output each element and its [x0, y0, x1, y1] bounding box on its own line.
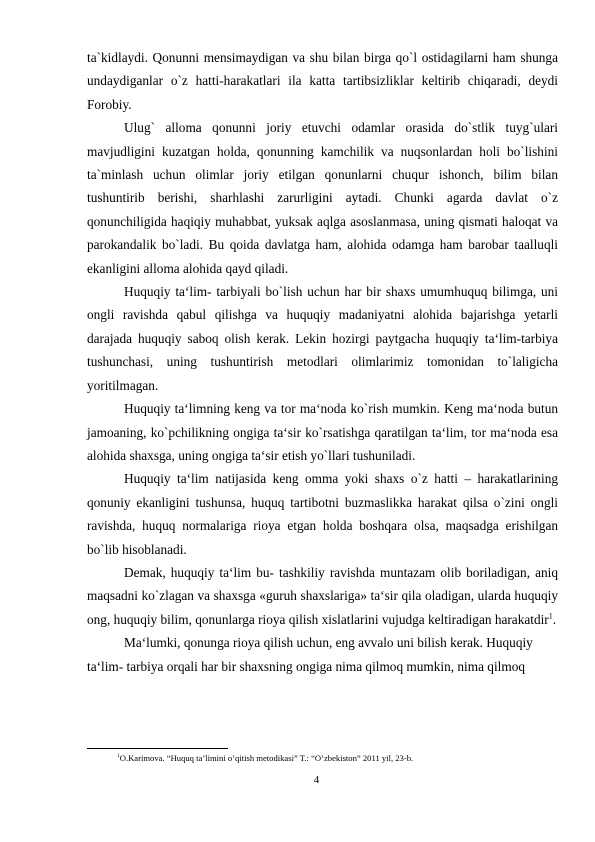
page-number: 4: [313, 774, 320, 786]
footnote-marker: 1: [117, 753, 120, 760]
paragraph-3: Huquqiy ta‘lim- tarbiyali bo`lish uchun har bir shaxs umumhuquq bilimga, uni ongli ravishda qabul qilishga va huquqiy madaniyatni alohida bajarishga yetarli darajada huquqiy saboq olish kerak. Lekin hozirgi paytgacha huquqiy ta‘lim-tarbiya tushunchasi, uning tushuntirish metodlari olimlarimiz tomonidan to`laligicha yoritilmagan.: [87, 284, 558, 393]
paragraph-4: Huquqiy ta‘limning keng va tor ma‘noda ko`rish mumkin. Keng ma‘noda butun jamoaning, ko`pchilikning ongiga ta‘sir ko`rsatishga qaratilgan ta‘lim, tor ma‘noda esa alohida shaxsga, uning ongiga ta‘sir etish yo`llari tushuniladi.: [87, 401, 558, 463]
footnote-text: O.Karimova. “Huquq ta’limini o’qitish metodikasi” T.: “O’zbekiston” 2011 yil, 23-b.: [119, 753, 414, 763]
paragraph-6-text: Demak, huquqiy ta‘lim bu- tashkiliy ravishda muntazam olib boriladigan, aniq maqsadni ko`zlagan va shaxsga «guruh shaxslariga» ta‘sir qila oladigan, ularda huquqiy ong, huquqiy bilim, qonunlarga rioya qilish xislatlarini vujudga keltiradigan harakatdir: [87, 564, 558, 627]
footnote-separator: [87, 748, 228, 749]
document-body: [87, 46, 558, 678]
paragraph-5: Huquqiy ta‘lim natijasida keng omma yoki shaxs o`z hatti – harakatlarining qonuniy ekanligini tushunsa, huquq tartibotni buzmaslikka harakat qilsa o`zini ongli ravishda, huquq normalariga rioya etgan holda boshqara olsa, maqsadga erishilgan bo`lib hisoblanadi.: [87, 471, 558, 557]
footnote-reference[interactable]: 1: [548, 611, 553, 621]
paragraph-6-tail: .: [552, 611, 557, 627]
paragraph-7: Ma‘lumki, qonunga rioya qilish uchun, eng avvalo uni bilish kerak. Huquqiy ta‘lim- tarbiya orqali har bir shaxsning ongiga nima qilmoq mumkin, nima qilmoq: [87, 635, 533, 674]
footnote: [117, 752, 557, 764]
paragraph-1: ta`kidlaydi. Qonunni mensimaydigan va shu bilan birga qo`l ostidagilarni ham shunga undaydiganlar o`z hatti-harakatlari ila katta tartibsizliklar keltirib chiqaradi, deydi Forobiy.: [87, 50, 558, 112]
paragraph-6: [87, 561, 558, 631]
paragraph-2: Ulug` alloma qonunni joriy etuvchi odamlar orasida do`stlik tuyg`ulari mavjudligini kuzatgan holda, qonunning kamchilik va nuqsonlardan holi bo`lishini ta`minlash uchun olimlar joriy etilgan qonunlarni chuqur ishonch, bilim bilan tushuntirib berishi, sharhlashi zarurligini aytadi. Chunki agarda davlat o`z qonunchiligida haqiqiy muhabbat, yuksak aqlga asoslanmasa, uning qismati haloqat va parokandalik bo`ladi. Bu qoida davlatga ham, alohida odamga ham barobar taalluqli ekanligini alloma alohida qayd qiladi.: [87, 120, 558, 276]
